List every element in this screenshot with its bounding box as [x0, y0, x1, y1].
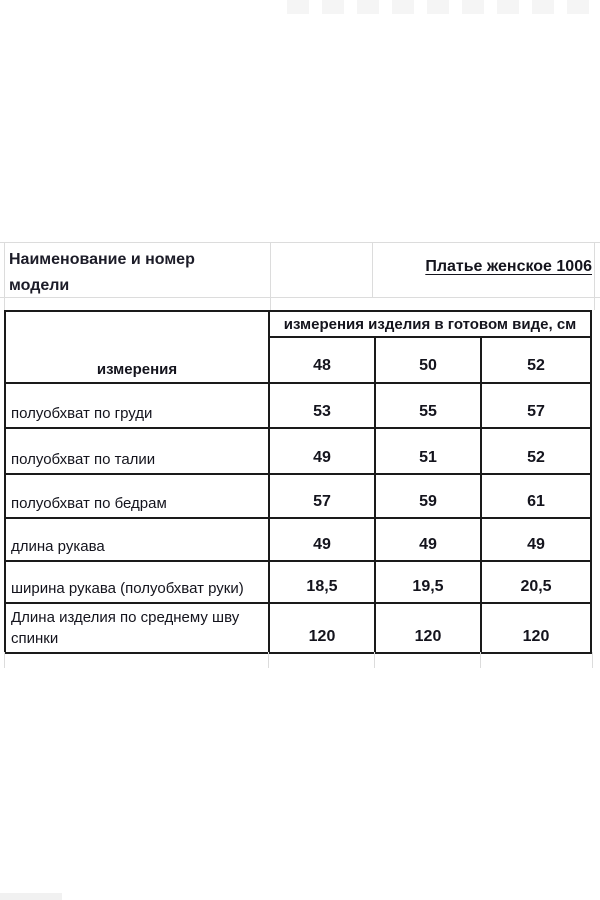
scan-artifact: [0, 893, 62, 900]
measurement-value: 18,5: [269, 561, 375, 603]
measurement-value: 53: [269, 383, 375, 428]
measurement-value: 49: [481, 518, 591, 561]
grid-line: [594, 242, 595, 310]
measurement-label: полуобхват по бедрам: [5, 474, 269, 518]
measurement-value: 52: [481, 428, 591, 474]
measurement-value: 51: [375, 428, 481, 474]
measurement-value: 120: [269, 603, 375, 653]
measurement-value: 20,5: [481, 561, 591, 603]
grid-tick: [287, 0, 309, 14]
model-name-label: Наименование и номер модели: [9, 251, 195, 294]
model-name-value: Платье женское 1006: [425, 258, 592, 275]
measurement-label: длина рукава: [5, 518, 269, 561]
measurement-row: [5, 561, 591, 603]
measurement-row: [5, 383, 591, 428]
grid-tick: [322, 0, 344, 14]
measurement-value: 49: [269, 518, 375, 561]
measurement-label: Длина изделия по среднему шву спинки: [5, 603, 269, 653]
measurement-label: ширина рукава (полуобхват руки): [5, 561, 269, 603]
grid-tick: [462, 0, 484, 14]
measurement-value: 49: [375, 518, 481, 561]
measurement-row: [5, 603, 591, 653]
grid-line: [270, 242, 271, 310]
measurement-value: 57: [269, 474, 375, 518]
measurement-row: [5, 428, 591, 474]
size-chart-table: [4, 310, 592, 654]
merged-header-cell: измерения изделия в готовом виде, см: [269, 311, 591, 337]
grid-line: [480, 652, 481, 668]
grid-line: [374, 652, 375, 668]
grid-tick: [427, 0, 449, 14]
measurement-value: 55: [375, 383, 481, 428]
grid-line: [4, 242, 5, 310]
grid-line: [0, 242, 600, 243]
measurement-label: полуобхват по талии: [5, 428, 269, 474]
measurement-row: [5, 474, 591, 518]
measurement-value: 61: [481, 474, 591, 518]
size-cell: 48: [269, 337, 375, 383]
grid-tick: [357, 0, 379, 14]
measurement-value: 57: [481, 383, 591, 428]
size-cell: 50: [375, 337, 481, 383]
measurement-value: 59: [375, 474, 481, 518]
grid-line: [372, 242, 373, 297]
grid-tick: [567, 0, 589, 14]
grid-line: [268, 652, 269, 668]
measurement-label: полуобхват по груди: [5, 383, 269, 428]
corner-measurements-label: измерения: [5, 311, 269, 383]
grid-tick: [532, 0, 554, 14]
table-header-row: [5, 311, 591, 337]
measurement-value: 120: [481, 603, 591, 653]
measurement-row: [5, 518, 591, 561]
measurement-value: 49: [269, 428, 375, 474]
grid-line: [4, 652, 5, 668]
measurement-value: 19,5: [375, 561, 481, 603]
grid-tick: [497, 0, 519, 14]
grid-line: [592, 652, 593, 668]
size-cell: 52: [481, 337, 591, 383]
measurement-value: 120: [375, 603, 481, 653]
grid-tick: [392, 0, 414, 14]
